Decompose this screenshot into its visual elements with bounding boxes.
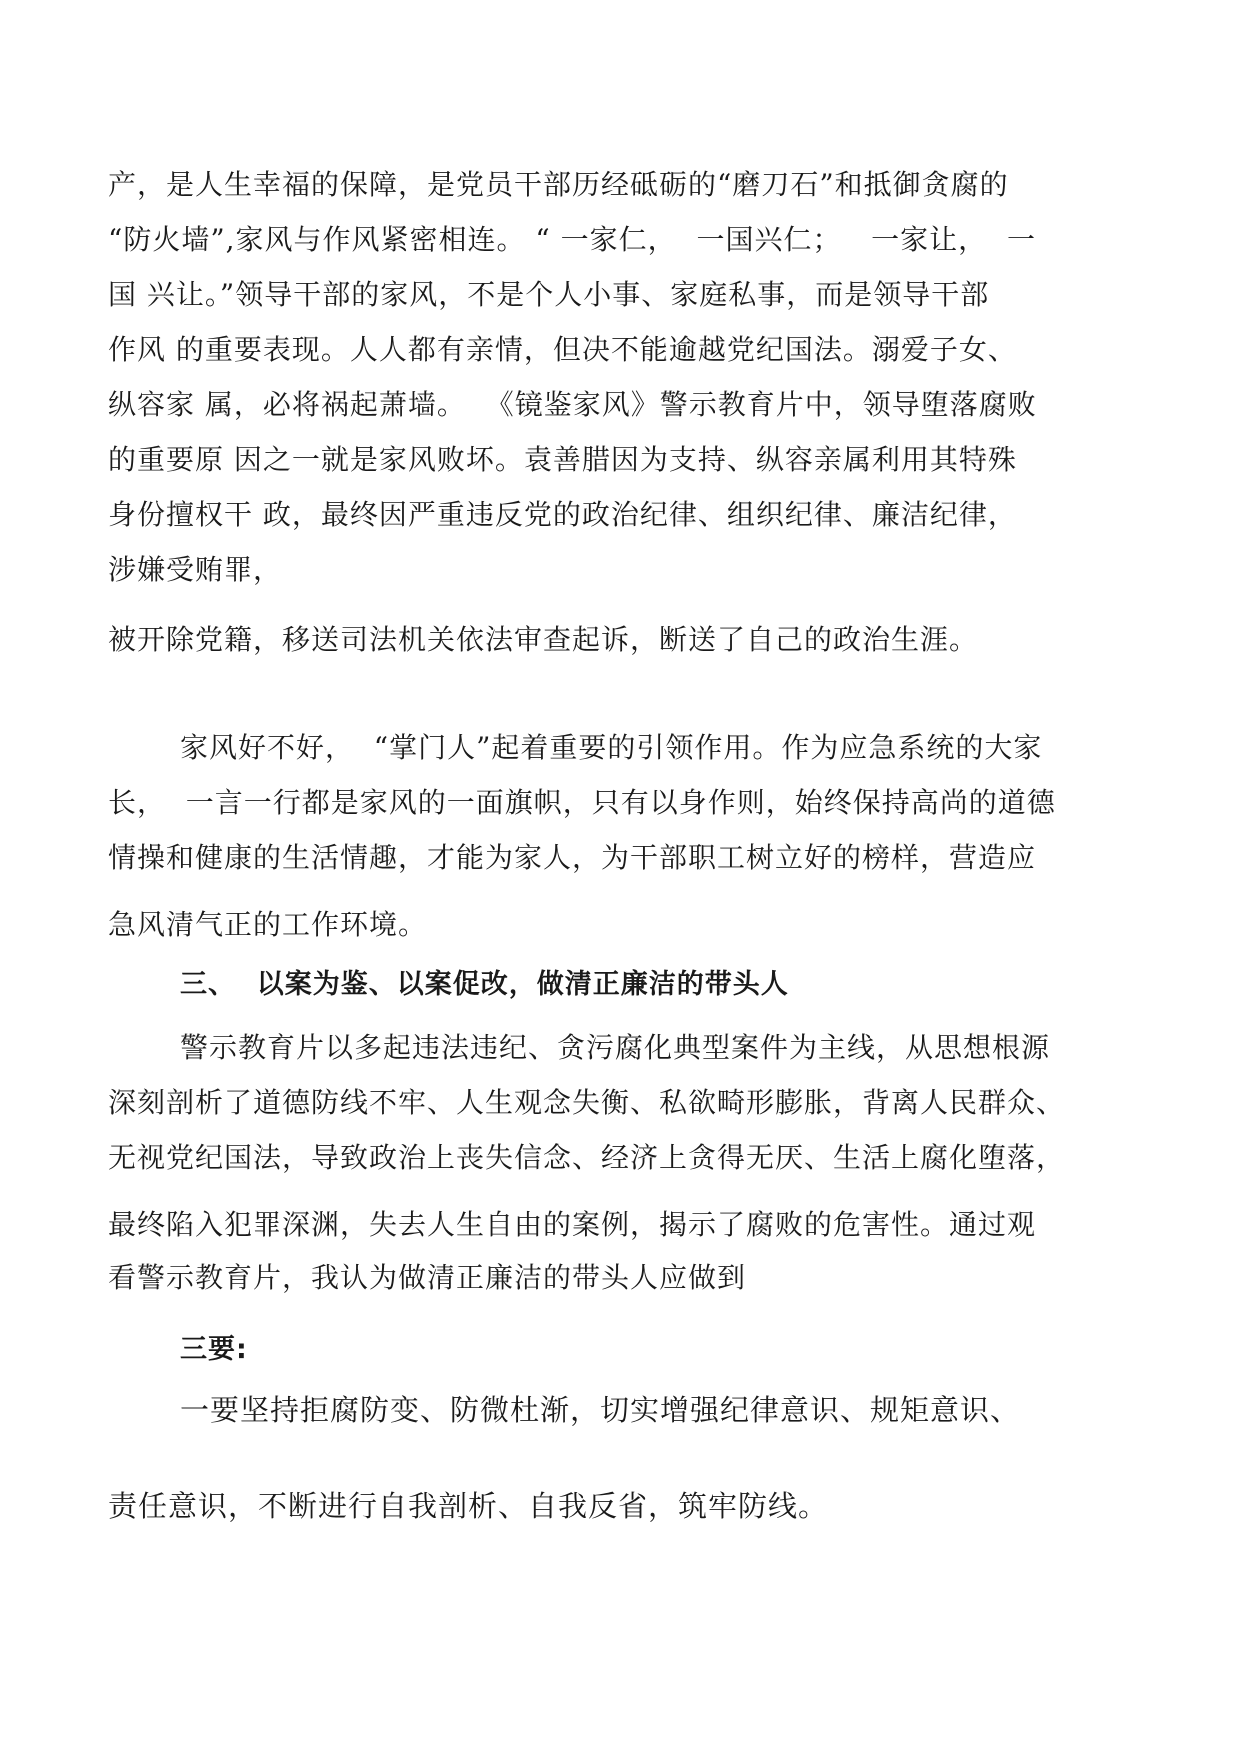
- paragraph-line: 涉嫌受贿罪，: [108, 553, 283, 586]
- paragraph-line: 最终陷入犯罪深渊，失去人生自由的案例，揭示了腐败的危害性。通过观: [108, 1208, 1037, 1241]
- paragraph-line: 情操和健康的生活情趣，才能为家人，为干部职工树立好的榜样，营造应: [108, 841, 1037, 874]
- section-heading: 三、 以案为鉴、以案促改，做清正廉洁的带头人: [180, 969, 789, 1000]
- paragraph-line: 家风好不好， “掌门人”起着重要的引领作用。作为应急系统的大家: [180, 731, 1043, 764]
- paragraph-line: 作风 的重要表现。人人都有亲情，但决不能逾越党纪国法。溺爱子女、: [108, 333, 1017, 366]
- paragraph-line: 责任意识，不断进行自我剖析、自我反省，筑牢防线。: [108, 1489, 829, 1523]
- paragraph-line: 长， 一言一行都是家风的一面旗帜，只有以身作则，始终保持高尚的道德: [108, 786, 1056, 819]
- paragraph-line: 国 兴让。”领导干部的家风，不是个人小事、家庭私事，而是领导干部: [108, 278, 990, 311]
- subheading: 三要:: [180, 1334, 248, 1365]
- paragraph-line: 急风清气正的工作环境。: [108, 908, 428, 941]
- paragraph-line: “防火墙”,家风与作风紧密相连。 “ 一家仁， 一国兴仁； 一家让， 一: [108, 223, 1036, 256]
- paragraph-line: 被开除党籍，移送司法机关依法审查起诉，断送了自己的政治生涯。: [108, 623, 979, 656]
- paragraph-line: 警示教育片以多起违法违纪、贪污腐化典型案件为主线，从思想根源: [180, 1031, 1051, 1064]
- paragraph-line: 一要坚持拒腐防变、防微杜渐，切实增强纪律意识、规矩意识、: [180, 1393, 1021, 1427]
- paragraph-line: 产，是人生幸福的保障，是党员干部历经砥砺的“磨刀石”和抵御贪腐的: [108, 168, 1009, 201]
- paragraph-line: 深刻剖析了道德防线不牢、人生观念失衡、私欲畸形膨胀，背离人民群众、: [108, 1086, 1066, 1119]
- paragraph-line: 的重要原 因之一就是家风败坏。袁善腊因为支持、纵容亲属利用其特殊: [108, 443, 1017, 476]
- paragraph-line: 看警示教育片，我认为做清正廉洁的带头人应做到: [108, 1261, 747, 1294]
- paragraph-line: 无视党纪国法，导致政治上丧失信念、经济上贪得无厌、生活上腐化堕落，: [108, 1141, 1066, 1174]
- paragraph-line: 纵容家 属，必将祸起萧墙。 《镜鉴家风》警示教育片中，领导堕落腐败: [108, 388, 1037, 421]
- paragraph-line: 身份擅权干 政，最终因严重违反党的政治纪律、组织纪律、廉洁纪律，: [108, 498, 1017, 531]
